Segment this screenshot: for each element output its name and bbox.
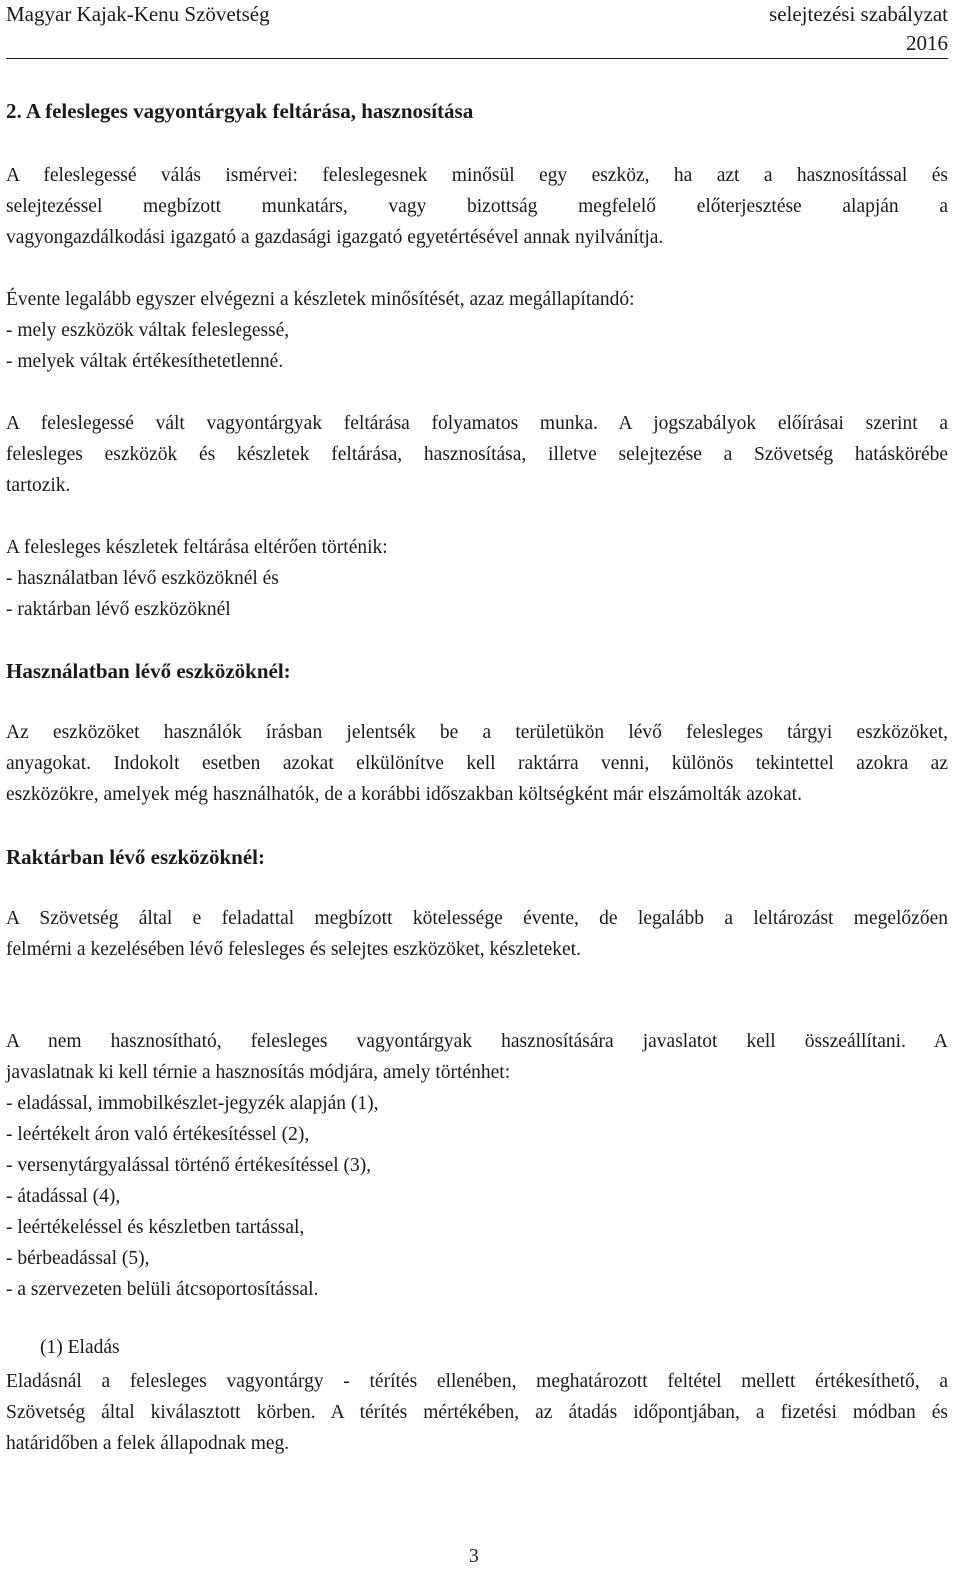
document-year: 2016 (906, 31, 948, 55)
text-line: javaslatnak ki kell térnie a hasznosítás módjára, amely történhet: (6, 1062, 511, 1083)
text-line: Eladásnál a felesleges vagyontárgy - térítés ellenében, meghatározott feltétel mellett értékesíthető, a (6, 1371, 948, 1392)
page-number: 3 (469, 1546, 479, 1567)
text-line: határidőben a felek állapodnak meg. (6, 1433, 290, 1454)
text-line: felmérni a kezelésében lévő felesleges és selejtes eszközöket, készleteket. (6, 939, 581, 960)
subheading-in-use: Használatban lévő eszközöknél: (6, 659, 291, 683)
list-item: - használatban lévő eszközöknél és (6, 568, 279, 589)
document-page (6, 0, 948, 1567)
text-line: A Szövetség által e feladattal megbízott kötelessége évente, de legalább a leltározást megelőzően (6, 908, 948, 929)
text-line: anyagokat. Indokolt esetben azokat elkülönítve kell raktárra venni, különös tekintettel azokra az (6, 753, 948, 774)
page-header (6, 0, 948, 59)
numbered-heading-sale: (1) Eladás (40, 1337, 120, 1358)
paragraph-in-use (6, 717, 948, 810)
text-line: A feleslegessé válás ismérvei: feleslegesnek minősül egy eszköz, ha azt a hasznosítással és (6, 165, 948, 186)
paragraph-sale (6, 1366, 948, 1459)
list-item: - bérbeadással (5), (6, 1248, 150, 1269)
text-line: A felesleges készletek feltárása eltérően történik: (6, 537, 388, 558)
text-line: eszközökre, amelyek még használhatók, de a korábbi időszakban költségként már elszámolták azokat. (6, 784, 802, 805)
list-item: - raktárban lévő eszközöknél (6, 599, 231, 620)
text-line: vagyongazdálkodási igazgató a gazdasági igazgató egyetértésével annak nyilvánítja. (6, 227, 664, 248)
subheading-in-storage: Raktárban lévő eszközöknél: (6, 845, 265, 869)
text-line: tartozik. (6, 475, 71, 496)
text-line: A nem hasznosítható, felesleges vagyontárgyak hasznosítására javaslatot kell összeállítani. A (6, 1031, 948, 1052)
list-item: - melyek váltak értékesíthetetlenné. (6, 351, 284, 372)
text-line: Évente legalább egyszer elvégezni a készletek minősítését, azaz megállapítandó: (6, 289, 635, 310)
document-title: selejtezési szabályzat (769, 2, 948, 26)
list-item: - leértékeléssel és készletben tartással, (6, 1217, 305, 1238)
paragraph-utilization-options (6, 1026, 948, 1305)
text-line: Az eszközöket használók írásban jelentsék be a területükön lévő felesleges tárgyi eszközöket, (6, 722, 948, 743)
paragraph-continuous-work (6, 408, 948, 501)
list-item: - versenytárgyalással történő értékesítéssel (3), (6, 1155, 372, 1176)
organization-name: Magyar Kajak-Kenu Szövetség (6, 2, 270, 26)
list-item: - mely eszközök váltak feleslegessé, (6, 320, 290, 341)
paragraph-superfluous-criteria (6, 160, 948, 253)
paragraph-annual-review (6, 284, 948, 377)
paragraph-in-storage (6, 903, 948, 965)
list-item: - átadással (4), (6, 1186, 121, 1207)
text-line: felesleges eszközök és készletek feltárása, hasznosítása, illetve selejtezése a Szövetség hatáskörébe (6, 444, 948, 465)
list-item: - a szervezeten belüli átcsoportosítással. (6, 1279, 319, 1300)
list-item: - eladással, immobilkészlet-jegyzék alapján (1), (6, 1093, 379, 1114)
list-item: - leértékelt áron való értékesítéssel (2), (6, 1124, 310, 1145)
section-title: 2. A felesleges vagyontárgyak feltárása, hasznosítása (6, 99, 474, 123)
text-line: selejtezéssel megbízott munkatárs, vagy bizottság megfelelő előterjesztése alapján a (6, 196, 948, 217)
text-line: Szövetség által kiválasztott körben. A térítés mértékében, az átadás időpontjában, a fizetési módban és (6, 1402, 948, 1423)
paragraph-discovery-methods (6, 532, 948, 625)
text-line: A feleslegessé vált vagyontárgyak feltárása folyamatos munka. A jogszabályok előírásai szerint a (6, 413, 948, 434)
